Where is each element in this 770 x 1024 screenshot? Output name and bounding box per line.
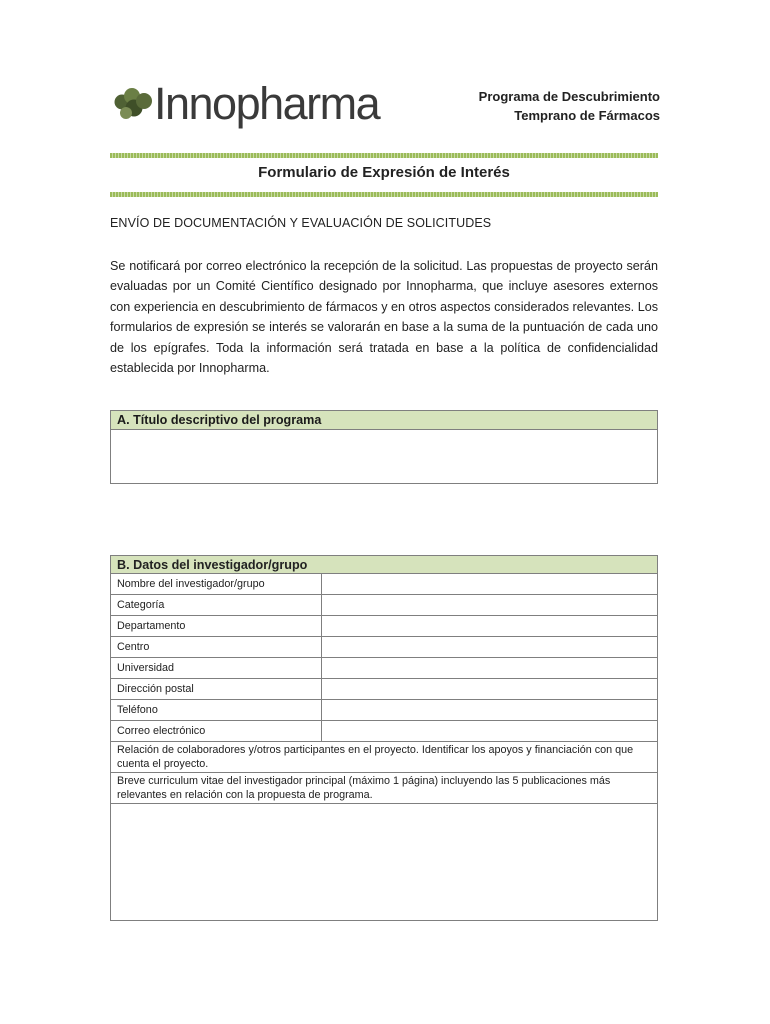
field-input-telefono[interactable] <box>322 700 658 721</box>
table-row <box>111 773 658 804</box>
table-row <box>111 574 658 595</box>
field-label-direccion: Dirección postal <box>111 679 322 700</box>
field-input-nombre[interactable] <box>322 574 658 595</box>
field-input-centro[interactable] <box>322 637 658 658</box>
section-b-table <box>110 555 658 921</box>
table-row <box>111 742 658 773</box>
molecule-icon <box>115 88 153 119</box>
field-input-departamento[interactable] <box>322 616 658 637</box>
program-title-line1: Programa de Descubrimiento <box>478 89 660 104</box>
table-row <box>111 616 658 637</box>
section-a-title: A. Título descriptivo del programa <box>111 411 657 430</box>
cv-input-area[interactable] <box>111 804 658 921</box>
title-rule-top <box>110 153 658 158</box>
table-row <box>111 679 658 700</box>
program-title-field[interactable] <box>111 430 657 483</box>
form-title: Formulario de Expresión de Interés <box>258 164 510 181</box>
field-input-universidad[interactable] <box>322 658 658 679</box>
intro-paragraph: Se notificará por correo electrónico la recepción de la solicitud. Las propuestas de proyecto serán evaluadas por un Comité Científico designado por Innopharma, que incluye asesores externos con experiencia en descubrimiento de fármacos y en otros aspectos considerados relevantes. Los formularios de expresión se interés se valorarán en base a la suma de la puntuación de cada uno de los epígrafes. Toda la información será tratada en base a la política de confidencialidad establecida por Innopharma. <box>110 259 658 376</box>
title-rule-bottom <box>110 192 658 197</box>
field-label-telefono: Teléfono <box>111 700 322 721</box>
innopharma-logo <box>112 80 412 132</box>
field-label-universidad: Universidad <box>111 658 322 679</box>
field-label-categoria: Categoría <box>111 595 322 616</box>
field-label-departamento: Departamento <box>111 616 322 637</box>
table-row <box>111 804 658 921</box>
section-a-box <box>110 410 658 484</box>
table-row <box>111 700 658 721</box>
table-row <box>111 658 658 679</box>
logo-text: Innopharma <box>154 80 380 129</box>
section-b-title: B. Datos del investigador/grupo <box>111 556 658 574</box>
table-row <box>111 637 658 658</box>
field-input-direccion[interactable] <box>322 679 658 700</box>
table-row <box>111 595 658 616</box>
field-label-centro: Centro <box>111 637 322 658</box>
innopharma-logo-mark <box>112 80 412 132</box>
field-input-correo[interactable] <box>322 721 658 742</box>
program-title-line2: Temprano de Fármacos <box>514 108 660 123</box>
collaborators-note: Relación de colaboradores y/otros participantes en el proyecto. Identificar los apoyos y financiación con que cuenta el proyecto. <box>111 742 658 773</box>
program-title <box>400 87 660 125</box>
table-row <box>111 721 658 742</box>
field-label-correo: Correo electrónico <box>111 721 322 742</box>
cv-note: Breve curriculum vitae del investigador principal (máximo 1 página) incluyendo las 5 publicaciones más relevantes en relación con la propuesta de programa. <box>111 773 658 804</box>
section-heading: ENVÍO DE DOCUMENTACIÓN Y EVALUACIÓN DE SOLICITUDES <box>110 216 492 230</box>
field-input-categoria[interactable] <box>322 595 658 616</box>
field-label-nombre: Nombre del investigador/grupo <box>111 574 322 595</box>
